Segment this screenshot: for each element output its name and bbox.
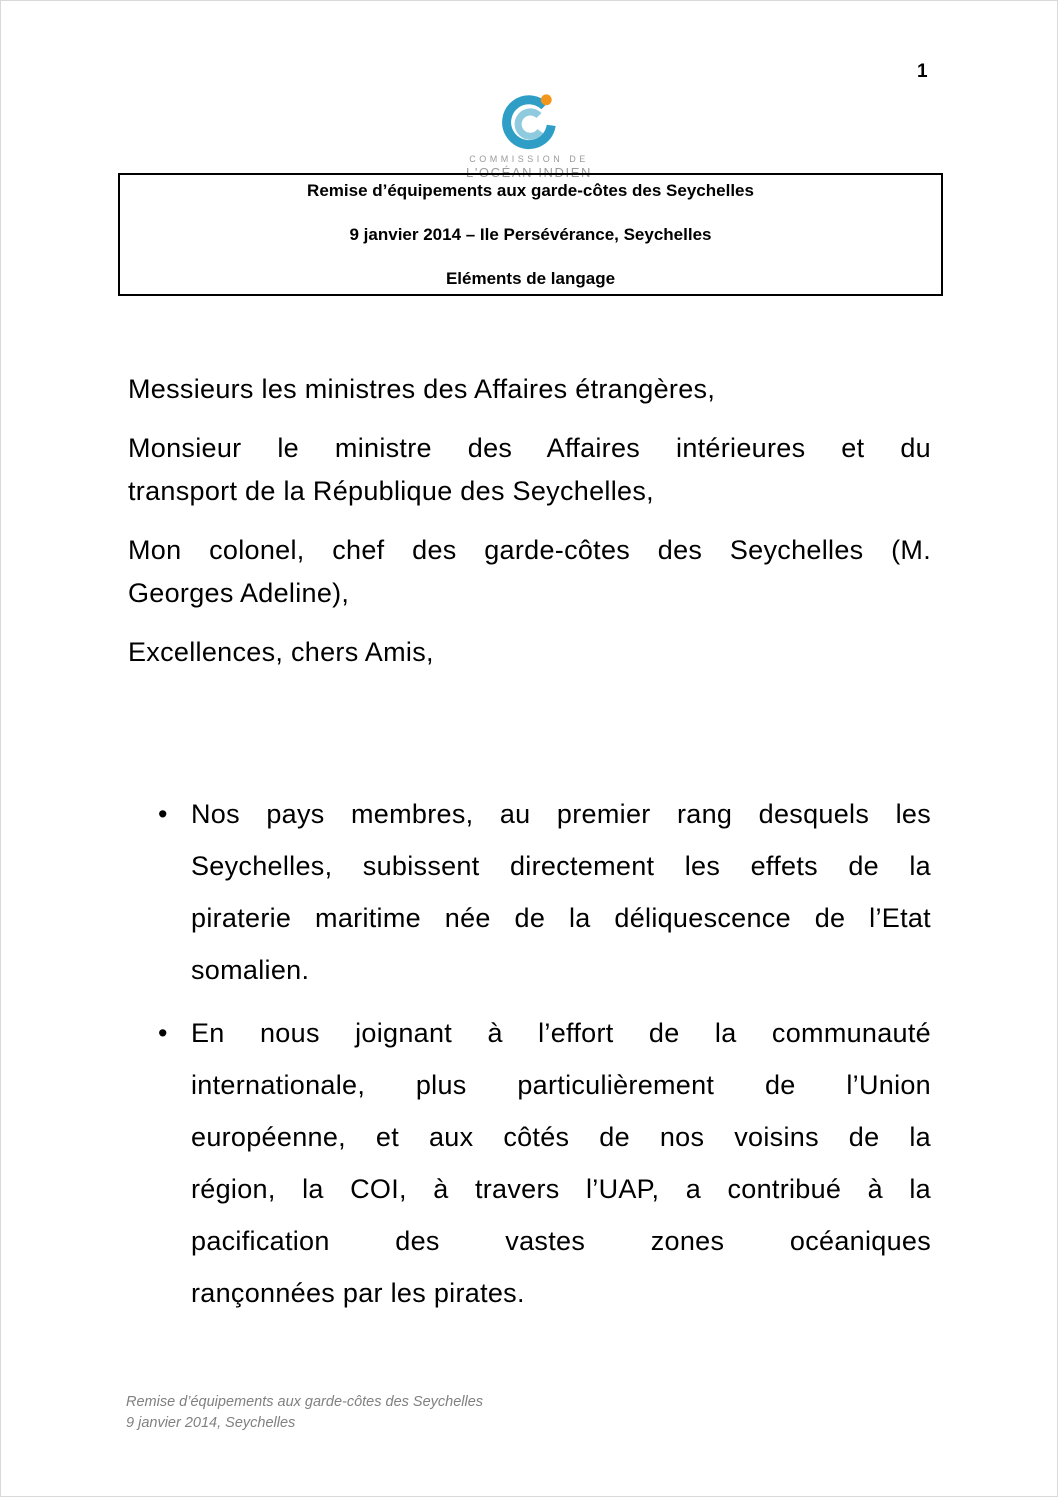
page-footer bbox=[126, 1392, 483, 1434]
footer-date: 9 janvier 2014, Seychelles bbox=[126, 1415, 296, 1431]
coi-logo bbox=[1, 87, 1057, 180]
title-date-location: 9 janvier 2014 – Ile Persévérance, Seychelles bbox=[349, 225, 712, 244]
footer-title: Remise d’équipements aux garde-côtes des Seychelles bbox=[126, 1394, 484, 1410]
title-box bbox=[118, 173, 943, 296]
salutation-paragraph: Messieurs les ministres des Affaires étrangères, bbox=[128, 374, 716, 404]
document-body bbox=[128, 368, 931, 1330]
bullet-text: Nos pays membres, au premier rang desquels les Seychelles, subissent directement les effets de la piraterie maritime née de la déliquescence de l’Etat somalien. bbox=[191, 799, 931, 985]
bullet-text: En nous joignant à l’effort de la communauté internationale, plus particulièrement de l’Union européenne, et aux côtés de nos voisins de la région, la COI, à travers l’UAP, a contribué à la pacification des vastes zones océaniques rançonnées par les pirates. bbox=[191, 1018, 931, 1308]
orange-dot-icon bbox=[541, 94, 552, 105]
bullet-icon: • bbox=[158, 799, 168, 829]
title-event: Remise d’équipements aux garde-côtes des Seychelles bbox=[307, 181, 754, 200]
salutation-paragraph: Excellences, chers Amis, bbox=[128, 637, 434, 667]
bullet-list bbox=[128, 788, 931, 1319]
logo-org-line1: COMMISSION DE bbox=[469, 154, 589, 164]
bullet-item bbox=[128, 788, 931, 996]
logo-org-line2: L'OCÉAN INDIEN bbox=[465, 165, 592, 180]
bullet-item bbox=[128, 1007, 931, 1319]
title-doc-type: Eléments de langage bbox=[445, 269, 616, 288]
page-number: 1 bbox=[917, 61, 928, 82]
coi-swirl-icon bbox=[497, 87, 561, 151]
bullet-icon: • bbox=[158, 1018, 168, 1048]
salutation-paragraph: Mon colonel, chef des garde-côtes des Seychelles (M. Georges Adeline), bbox=[128, 535, 931, 608]
salutation-paragraph: Monsieur le ministre des Affaires intérieures et du transport de la République des Seychelles, bbox=[128, 433, 931, 506]
